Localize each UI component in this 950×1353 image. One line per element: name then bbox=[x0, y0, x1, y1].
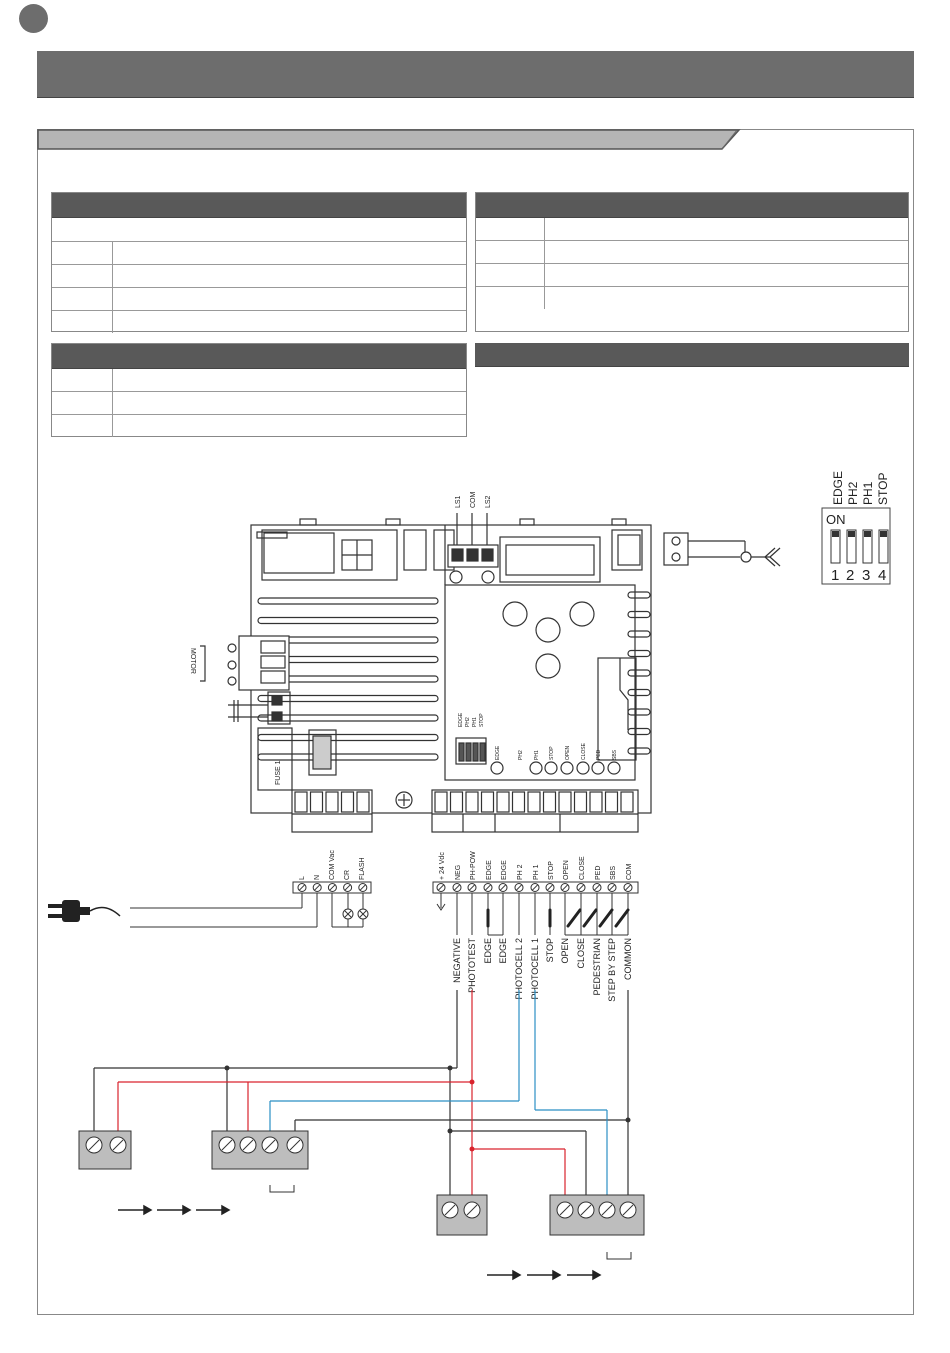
control-terminal-label: PED bbox=[595, 865, 602, 880]
control-terminal-label: STOP bbox=[548, 861, 555, 880]
dip-num-4: 4 bbox=[878, 567, 887, 584]
led-sbs-label: SBS bbox=[612, 749, 618, 760]
power-terminal-strip bbox=[48, 850, 371, 927]
terminal-n: N bbox=[314, 874, 321, 880]
dip-label-ph1: PH1 bbox=[861, 481, 875, 505]
function-label: PHOTOTEST bbox=[467, 938, 477, 993]
led-ph1-label: PH1 bbox=[534, 750, 540, 760]
fuse-label: FUSE 1 bbox=[275, 760, 282, 785]
terminal-com-vac: COM Vac bbox=[329, 850, 336, 880]
terminal-flash: FLASH bbox=[359, 857, 366, 880]
antenna-symbol bbox=[688, 541, 780, 566]
com-label: COM bbox=[470, 491, 477, 508]
dip-label-ph2: PH2 bbox=[846, 481, 860, 505]
function-label: STOP bbox=[545, 938, 555, 963]
function-label: PHOTOCELL 1 bbox=[530, 938, 540, 1000]
control-terminal-label: PH 1 bbox=[533, 864, 540, 880]
direction-arrows bbox=[118, 1206, 600, 1279]
control-terminal-label: EDGE bbox=[486, 860, 493, 880]
dip-num-1: 1 bbox=[831, 567, 840, 584]
motor-label: MOTOR bbox=[189, 648, 196, 674]
control-terminal-label: SBS bbox=[610, 865, 617, 880]
led-open-label: OPEN bbox=[565, 745, 571, 760]
dip-label-stop: STOP bbox=[876, 472, 890, 505]
board-dip-edge: EDGE bbox=[458, 712, 464, 727]
control-terminal-label: CLOSE bbox=[579, 856, 586, 880]
function-label: COMMON bbox=[623, 938, 633, 980]
photocell-boxes bbox=[79, 1131, 644, 1259]
field-wiring bbox=[94, 990, 631, 1195]
function-label: EDGE bbox=[498, 938, 508, 964]
control-terminal-label: COM bbox=[626, 863, 633, 880]
dip-on-label: ON bbox=[826, 512, 846, 527]
board-dip-ph1: PH1 bbox=[472, 717, 478, 727]
mains-plug-icon bbox=[48, 900, 120, 922]
control-board bbox=[200, 513, 688, 832]
led-edge-label: EDGE bbox=[495, 745, 501, 760]
dip-num-3: 3 bbox=[862, 567, 871, 584]
ls1-label: LS1 bbox=[455, 495, 462, 508]
control-terminal-label: PH-POW bbox=[470, 851, 477, 880]
dip-label-edge: EDGE bbox=[831, 470, 845, 505]
led-ped-label: PED bbox=[596, 749, 602, 760]
terminal-l: L bbox=[299, 876, 306, 880]
function-label: STEP BY STEP bbox=[607, 938, 617, 1002]
control-terminal-strip bbox=[433, 851, 638, 1002]
function-label: CLOSE bbox=[576, 938, 586, 969]
function-label: PHOTOCELL 2 bbox=[514, 938, 524, 1000]
function-label: OPEN bbox=[560, 938, 570, 964]
board-dip-stop: STOP bbox=[479, 713, 485, 727]
function-label: EDGE bbox=[483, 938, 493, 964]
board-dip-ph2: PH2 bbox=[465, 717, 471, 727]
led-ph2-label: PH2 bbox=[518, 750, 524, 760]
dip-switch-detail bbox=[822, 471, 890, 584]
control-terminal-label: + 24 Vdc bbox=[439, 852, 446, 880]
led-stop-label: STOP bbox=[549, 746, 555, 760]
terminal-cr: CR bbox=[344, 869, 351, 880]
control-terminal-label: OPEN bbox=[563, 860, 570, 880]
led-close-label: CLOSE bbox=[581, 743, 587, 760]
control-terminal-label: PH 2 bbox=[517, 864, 524, 880]
function-label: NEGATIVE bbox=[452, 938, 462, 983]
ls2-label: LS2 bbox=[485, 495, 492, 508]
function-label: PEDESTRIAN bbox=[592, 938, 602, 996]
control-terminal-label: NEG bbox=[455, 864, 462, 880]
dip-num-2: 2 bbox=[846, 567, 855, 584]
control-terminal-label: EDGE bbox=[501, 860, 508, 880]
